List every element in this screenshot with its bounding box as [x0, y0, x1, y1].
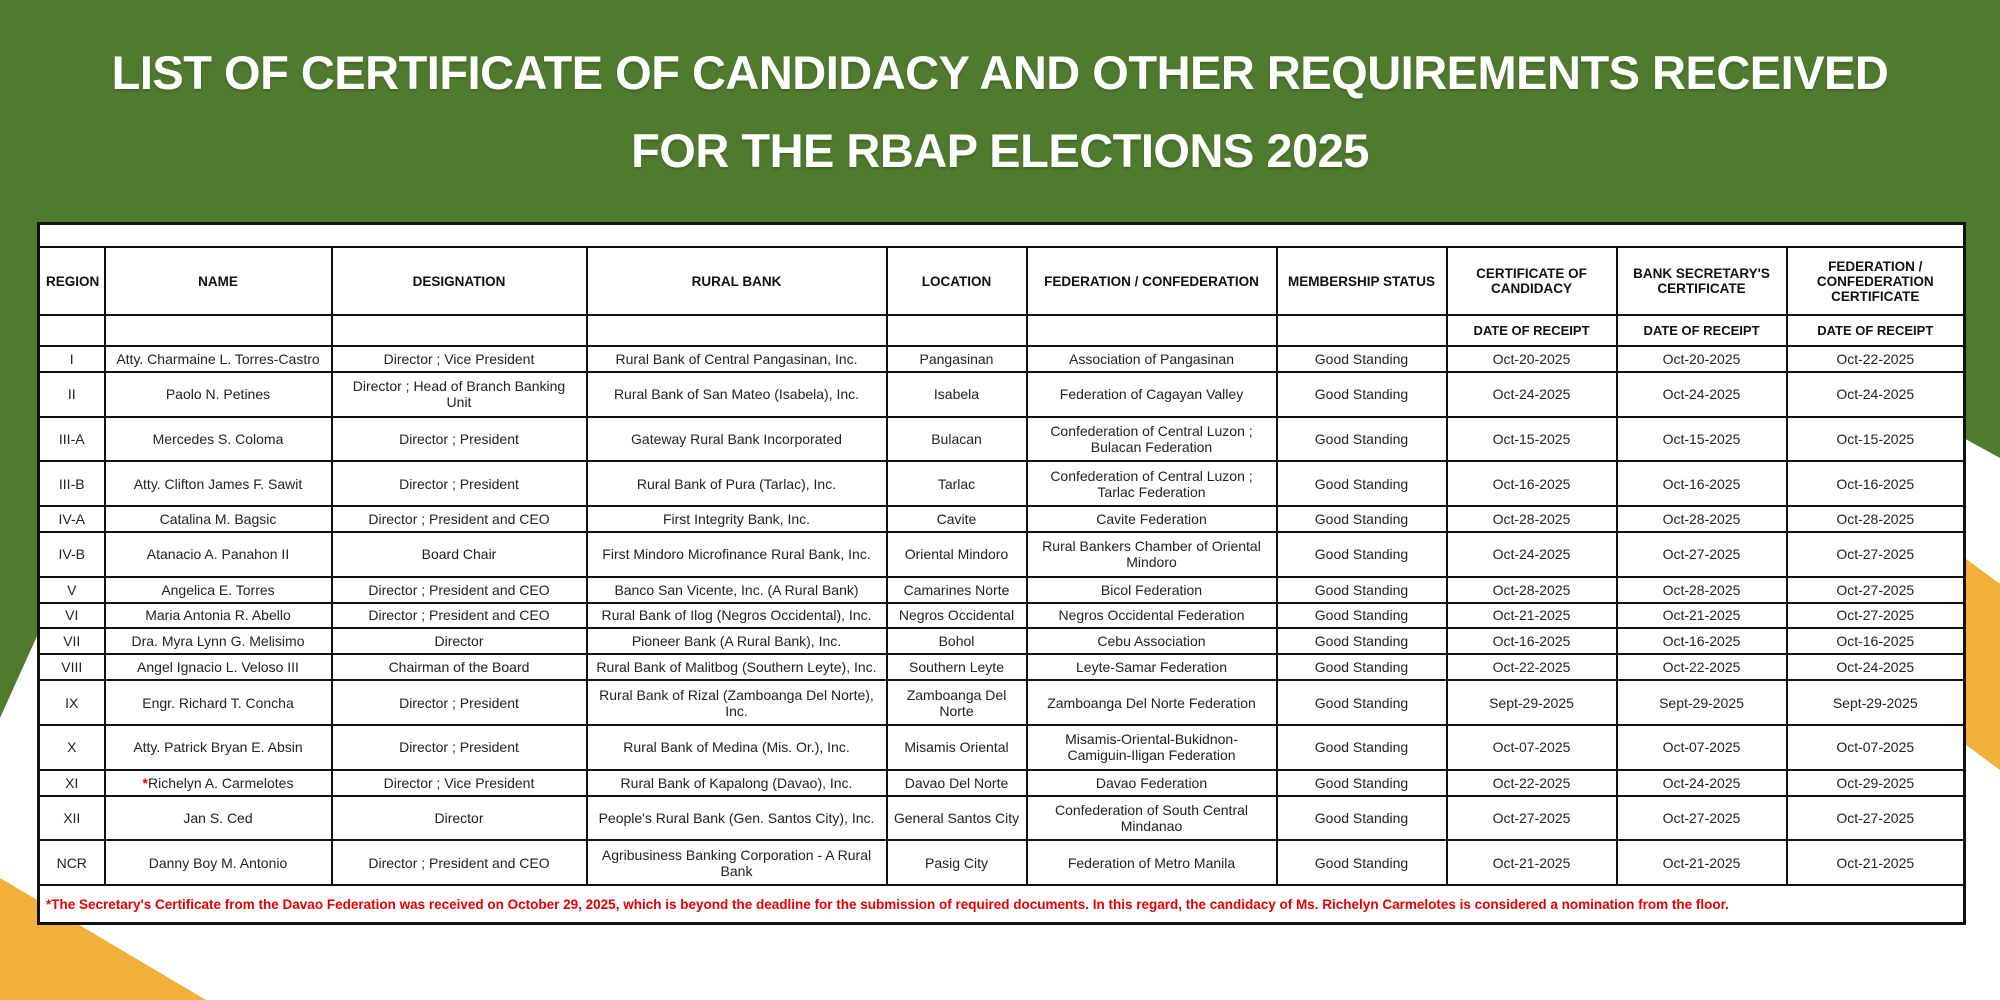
cell-rural-bank: First Integrity Bank, Inc.	[587, 506, 887, 532]
cell-coc-date: Oct-27-2025	[1447, 796, 1617, 841]
cell-region: VII	[39, 628, 105, 654]
cell-rural-bank: Rural Bank of Malitbog (Southern Leyte), Inc.	[587, 654, 887, 680]
cell-name: Dra. Myra Lynn G. Melisimo	[105, 628, 332, 654]
table-row	[39, 840, 1965, 885]
table-row	[39, 506, 1965, 532]
cell-location: Zamboanga Del Norte	[887, 680, 1027, 725]
cell-designation: Director ; President and CEO	[332, 840, 587, 885]
cell-membership-status: Good Standing	[1277, 372, 1447, 417]
cell-name: Atty. Charmaine L. Torres-Castro	[105, 346, 332, 372]
footnote-cell	[39, 885, 1965, 924]
cell-rural-bank: Rural Bank of Ilog (Negros Occidental), Inc.	[587, 603, 887, 629]
cell-coc-date: Oct-20-2025	[1447, 346, 1617, 372]
cell-location: Pasig City	[887, 840, 1027, 885]
cell-fcc-date: Oct-27-2025	[1787, 577, 1965, 603]
cell-bsc-date: Oct-16-2025	[1617, 461, 1787, 506]
cell-membership-status: Good Standing	[1277, 577, 1447, 603]
table-row	[39, 577, 1965, 603]
col-header-designation: DESIGNATION	[332, 247, 587, 315]
cell-location: General Santos City	[887, 796, 1027, 841]
col-header-certificate-of-candidacy: CERTIFICATE OF CANDIDACY	[1447, 247, 1617, 315]
cell-bsc-date: Oct-21-2025	[1617, 840, 1787, 885]
cell-membership-status: Good Standing	[1277, 506, 1447, 532]
cell-designation: Chairman of the Board	[332, 654, 587, 680]
cell-federation: Rural Bankers Chamber of Oriental Mindoro	[1027, 532, 1277, 577]
cell-location: Isabela	[887, 372, 1027, 417]
cell-location: Southern Leyte	[887, 654, 1027, 680]
cell-fcc-date: Oct-28-2025	[1787, 506, 1965, 532]
cell-region: II	[39, 372, 105, 417]
subheader-date-of-receipt: DATE OF RECEIPT	[1787, 315, 1965, 346]
cell-rural-bank: Rural Bank of Pura (Tarlac), Inc.	[587, 461, 887, 506]
cell-coc-date: Sept-29-2025	[1447, 680, 1617, 725]
cell-location: Misamis Oriental	[887, 725, 1027, 770]
cell-region: IX	[39, 680, 105, 725]
subheader-empty-cell	[587, 315, 887, 346]
cell-rural-bank: Agribusiness Banking Corporation - A Rural Bank	[587, 840, 887, 885]
cell-rural-bank: Pioneer Bank (A Rural Bank), Inc.	[587, 628, 887, 654]
cell-membership-status: Good Standing	[1277, 725, 1447, 770]
cell-fcc-date: Sept-29-2025	[1787, 680, 1965, 725]
footnote-text: *The Secretary's Certificate from the Davao Federation was received on October 29, 2025, which is beyond the deadline for the submission of required documents. In this regard, the candidacy of Ms. Richelyn Carmelotes is considered a nomination from the floor.	[46, 897, 1729, 912]
table-row	[39, 417, 1965, 462]
green-right-accent-shape	[1962, 226, 2000, 458]
cell-designation: Director ; President	[332, 417, 587, 462]
cell-bsc-date: Oct-15-2025	[1617, 417, 1787, 462]
cell-region: I	[39, 346, 105, 372]
cell-bsc-date: Oct-07-2025	[1617, 725, 1787, 770]
cell-location: Cavite	[887, 506, 1027, 532]
cell-membership-status: Good Standing	[1277, 628, 1447, 654]
cell-fcc-date: Oct-29-2025	[1787, 770, 1965, 796]
cell-location: Tarlac	[887, 461, 1027, 506]
cell-bsc-date: Oct-24-2025	[1617, 372, 1787, 417]
cell-federation: Federation of Metro Manila	[1027, 840, 1277, 885]
cell-federation: Association of Pangasinan	[1027, 346, 1277, 372]
cell-membership-status: Good Standing	[1277, 603, 1447, 629]
page-title-line-1: LIST OF CERTIFICATE OF CANDIDACY AND OTHER REQUIREMENTS RECEIVED	[111, 46, 1889, 99]
subheader-empty-cell	[105, 315, 332, 346]
cell-coc-date: Oct-22-2025	[1447, 654, 1617, 680]
cell-coc-date: Oct-07-2025	[1447, 725, 1617, 770]
cell-federation: Negros Occidental Federation	[1027, 603, 1277, 629]
cell-coc-date: Oct-21-2025	[1447, 603, 1617, 629]
cell-location: Pangasinan	[887, 346, 1027, 372]
cell-membership-status: Good Standing	[1277, 532, 1447, 577]
cell-name: Catalina M. Bagsic	[105, 506, 332, 532]
cell-membership-status: Good Standing	[1277, 796, 1447, 841]
table-row	[39, 532, 1965, 577]
cell-federation: Confederation of Central Luzon ; Bulacan Federation	[1027, 417, 1277, 462]
cell-coc-date: Oct-16-2025	[1447, 461, 1617, 506]
cell-rural-bank: Rural Bank of San Mateo (Isabela), Inc.	[587, 372, 887, 417]
cell-name: Engr. Richard T. Concha	[105, 680, 332, 725]
table-row	[39, 725, 1965, 770]
cell-coc-date: Oct-24-2025	[1447, 372, 1617, 417]
cell-coc-date: Oct-22-2025	[1447, 770, 1617, 796]
page-title-line-2: FOR THE RBAP ELECTIONS 2025	[631, 123, 1369, 177]
cell-bsc-date: Oct-28-2025	[1617, 506, 1787, 532]
cell-fcc-date: Oct-27-2025	[1787, 796, 1965, 841]
cell-region: VI	[39, 603, 105, 629]
cell-designation: Director ; President	[332, 725, 587, 770]
cell-name: Angel Ignacio L. Veloso III	[105, 654, 332, 680]
cell-federation: Davao Federation	[1027, 770, 1277, 796]
cell-fcc-date: Oct-07-2025	[1787, 725, 1965, 770]
cell-federation: Bicol Federation	[1027, 577, 1277, 603]
cell-region: NCR	[39, 840, 105, 885]
cell-designation: Director ; President and CEO	[332, 506, 587, 532]
col-header-region: REGION	[39, 247, 105, 315]
subheader-empty-cell	[332, 315, 587, 346]
cell-rural-bank: Rural Bank of Central Pangasinan, Inc.	[587, 346, 887, 372]
col-header-bank-secretarys-certificate: BANK SECRETARY'S CERTIFICATE	[1617, 247, 1787, 315]
candidacy-table-container	[37, 222, 1963, 925]
candidacy-table	[37, 222, 1966, 925]
cell-designation: Director	[332, 628, 587, 654]
cell-federation: Confederation of Central Luzon ; Tarlac Federation	[1027, 461, 1277, 506]
cell-region: IV-A	[39, 506, 105, 532]
table-subheader-row	[39, 315, 1965, 346]
cell-fcc-date: Oct-24-2025	[1787, 372, 1965, 417]
cell-fcc-date: Oct-16-2025	[1787, 628, 1965, 654]
table-row	[39, 346, 1965, 372]
subheader-empty-cell	[1027, 315, 1277, 346]
col-header-location: LOCATION	[887, 247, 1027, 315]
cell-designation: Director	[332, 796, 587, 841]
cell-federation: Leyte-Samar Federation	[1027, 654, 1277, 680]
cell-coc-date: Oct-28-2025	[1447, 577, 1617, 603]
cell-fcc-date: Oct-15-2025	[1787, 417, 1965, 462]
cell-region: XI	[39, 770, 105, 796]
table-row	[39, 796, 1965, 841]
subheader-empty-cell	[39, 315, 105, 346]
asterisk-marker: *	[142, 774, 148, 791]
cell-membership-status: Good Standing	[1277, 417, 1447, 462]
cell-region: X	[39, 725, 105, 770]
cell-name: *Richelyn A. Carmelotes	[105, 770, 332, 796]
table-row	[39, 461, 1965, 506]
cell-membership-status: Good Standing	[1277, 346, 1447, 372]
cell-rural-bank: Gateway Rural Bank Incorporated	[587, 417, 887, 462]
table-footnote-row	[39, 885, 1965, 924]
cell-name: Jan S. Ced	[105, 796, 332, 841]
cell-location: Bohol	[887, 628, 1027, 654]
cell-designation: Director ; Vice President	[332, 346, 587, 372]
green-left-accent-shape	[0, 226, 40, 718]
cell-federation: Zamboanga Del Norte Federation	[1027, 680, 1277, 725]
cell-fcc-date: Oct-16-2025	[1787, 461, 1965, 506]
cell-name: Danny Boy M. Antonio	[105, 840, 332, 885]
cell-region: XII	[39, 796, 105, 841]
col-header-name: NAME	[105, 247, 332, 315]
cell-federation: Confederation of South Central Mindanao	[1027, 796, 1277, 841]
cell-membership-status: Good Standing	[1277, 840, 1447, 885]
cell-federation: Cavite Federation	[1027, 506, 1277, 532]
table-row	[39, 372, 1965, 417]
cell-rural-bank: Banco San Vicente, Inc. (A Rural Bank)	[587, 577, 887, 603]
cell-federation: Misamis-Oriental-Bukidnon-Camiguin-Iligan Federation	[1027, 725, 1277, 770]
table-row	[39, 603, 1965, 629]
cell-federation: Cebu Association	[1027, 628, 1277, 654]
cell-location: Bulacan	[887, 417, 1027, 462]
cell-bsc-date: Sept-29-2025	[1617, 680, 1787, 725]
spacer-cell	[39, 224, 1965, 248]
cell-name: Angelica E. Torres	[105, 577, 332, 603]
subheader-date-of-receipt: DATE OF RECEIPT	[1447, 315, 1617, 346]
table-row	[39, 628, 1965, 654]
table-top-spacer-row	[39, 224, 1965, 248]
cell-bsc-date: Oct-24-2025	[1617, 770, 1787, 796]
cell-fcc-date: Oct-22-2025	[1787, 346, 1965, 372]
subheader-empty-cell	[887, 315, 1027, 346]
cell-coc-date: Oct-24-2025	[1447, 532, 1617, 577]
col-header-federation: FEDERATION / CONFEDERATION	[1027, 247, 1277, 315]
cell-designation: Director ; President	[332, 680, 587, 725]
cell-designation: Director ; President and CEO	[332, 577, 587, 603]
table-header-row	[39, 247, 1965, 315]
cell-bsc-date: Oct-21-2025	[1617, 603, 1787, 629]
cell-name: Maria Antonia R. Abello	[105, 603, 332, 629]
cell-coc-date: Oct-16-2025	[1447, 628, 1617, 654]
cell-fcc-date: Oct-27-2025	[1787, 532, 1965, 577]
cell-location: Camarines Norte	[887, 577, 1027, 603]
cell-name: Atty. Patrick Bryan E. Absin	[105, 725, 332, 770]
cell-name: Atanacio A. Panahon II	[105, 532, 332, 577]
cell-bsc-date: Oct-16-2025	[1617, 628, 1787, 654]
cell-name: Atty. Clifton James F. Sawit	[105, 461, 332, 506]
table-row	[39, 680, 1965, 725]
cell-fcc-date: Oct-24-2025	[1787, 654, 1965, 680]
table-row	[39, 770, 1965, 796]
cell-designation: Board Chair	[332, 532, 587, 577]
cell-location: Negros Occidental	[887, 603, 1027, 629]
cell-bsc-date: Oct-22-2025	[1617, 654, 1787, 680]
cell-designation: Director ; President and CEO	[332, 603, 587, 629]
cell-location: Oriental Mindoro	[887, 532, 1027, 577]
col-header-membership-status: MEMBERSHIP STATUS	[1277, 247, 1447, 315]
cell-bsc-date: Oct-27-2025	[1617, 532, 1787, 577]
cell-fcc-date: Oct-27-2025	[1787, 603, 1965, 629]
cell-coc-date: Oct-28-2025	[1447, 506, 1617, 532]
table-row	[39, 654, 1965, 680]
cell-region: III-A	[39, 417, 105, 462]
cell-region: IV-B	[39, 532, 105, 577]
cell-membership-status: Good Standing	[1277, 680, 1447, 725]
cell-designation: Director ; Vice President	[332, 770, 587, 796]
cell-rural-bank: First Mindoro Microfinance Rural Bank, Inc.	[587, 532, 887, 577]
cell-location: Davao Del Norte	[887, 770, 1027, 796]
cell-name: Mercedes S. Coloma	[105, 417, 332, 462]
cell-membership-status: Good Standing	[1277, 654, 1447, 680]
cell-membership-status: Good Standing	[1277, 461, 1447, 506]
page-title	[0, 34, 2000, 189]
cell-region: III-B	[39, 461, 105, 506]
cell-rural-bank: Rural Bank of Kapalong (Davao), Inc.	[587, 770, 887, 796]
cell-bsc-date: Oct-27-2025	[1617, 796, 1787, 841]
subheader-empty-cell	[1277, 315, 1447, 346]
cell-region: VIII	[39, 654, 105, 680]
cell-membership-status: Good Standing	[1277, 770, 1447, 796]
cell-federation: Federation of Cagayan Valley	[1027, 372, 1277, 417]
cell-coc-date: Oct-21-2025	[1447, 840, 1617, 885]
cell-rural-bank: People's Rural Bank (Gen. Santos City), Inc.	[587, 796, 887, 841]
subheader-date-of-receipt: DATE OF RECEIPT	[1617, 315, 1787, 346]
cell-coc-date: Oct-15-2025	[1447, 417, 1617, 462]
cell-rural-bank: Rural Bank of Rizal (Zamboanga Del Norte), Inc.	[587, 680, 887, 725]
cell-designation: Director ; President	[332, 461, 587, 506]
cell-designation: Director ; Head of Branch Banking Unit	[332, 372, 587, 417]
cell-bsc-date: Oct-28-2025	[1617, 577, 1787, 603]
col-header-rural-bank: RURAL BANK	[587, 247, 887, 315]
gold-right-accent-shape	[1962, 556, 2000, 770]
cell-name: Paolo N. Petines	[105, 372, 332, 417]
cell-bsc-date: Oct-20-2025	[1617, 346, 1787, 372]
col-header-federation-confederation-certificate: FEDERATION / CONFEDERATION CERTIFICATE	[1787, 247, 1965, 315]
cell-rural-bank: Rural Bank of Medina (Mis. Or.), Inc.	[587, 725, 887, 770]
cell-region: V	[39, 577, 105, 603]
cell-fcc-date: Oct-21-2025	[1787, 840, 1965, 885]
